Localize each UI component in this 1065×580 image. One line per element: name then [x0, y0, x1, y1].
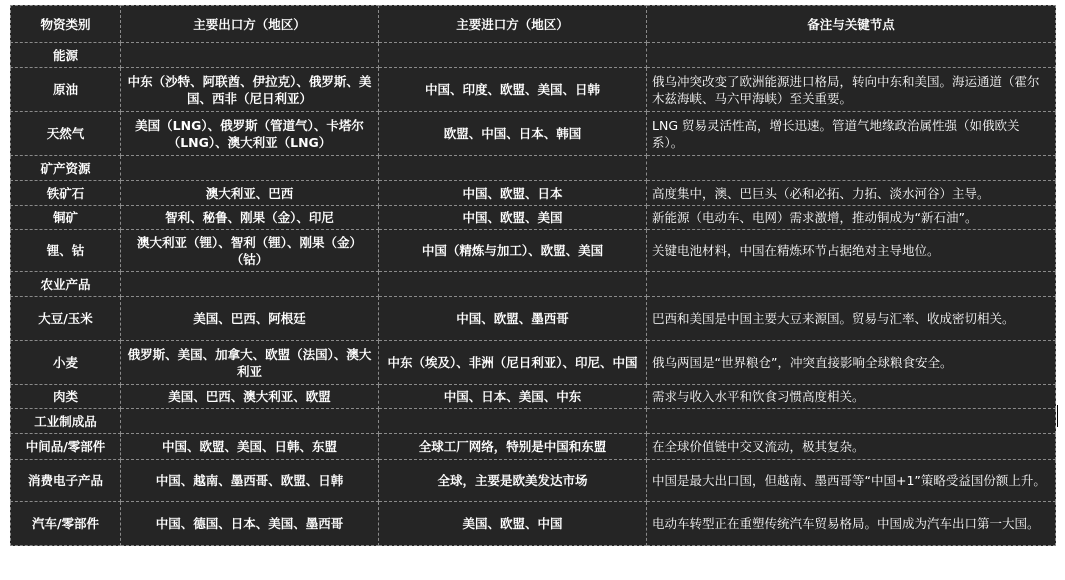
- row-importers[interactable]: 中东（埃及）、非洲（尼日利亚）、印尼、中国: [379, 341, 647, 385]
- row-notes[interactable]: 巴西和美国是中国主要大豆来源国。贸易与汇率、收成密切相关。: [647, 297, 1056, 341]
- row-exporters[interactable]: 俄罗斯、美国、加拿大、欧盟（法国）、澳大利亚: [121, 341, 379, 385]
- row-exporters[interactable]: 澳大利亚（锂）、智利（锂）、刚果（金）（钴）: [121, 230, 379, 272]
- section-label[interactable]: 农业产品: [11, 272, 121, 297]
- row-notes[interactable]: 俄乌两国是“世界粮仓”，冲突直接影响全球粮食安全。: [647, 341, 1056, 385]
- row-importers[interactable]: 欧盟、中国、日本、韩国: [379, 112, 647, 156]
- row-exporters[interactable]: 中国、欧盟、美国、日韩、东盟: [121, 434, 379, 460]
- row-category[interactable]: 天然气: [11, 112, 121, 156]
- row-notes[interactable]: 高度集中，澳、巴巨头（必和必拓、力拓、淡水河谷）主导。: [647, 181, 1056, 206]
- row-category[interactable]: 大豆/玉米: [11, 297, 121, 341]
- row-exporters[interactable]: 中国、越南、墨西哥、欧盟、日韩: [121, 460, 379, 502]
- row-exporters[interactable]: 美国、巴西、澳大利亚、欧盟: [121, 385, 379, 409]
- row-category[interactable]: 铁矿石: [11, 181, 121, 206]
- section-row-energy: [11, 43, 1056, 68]
- empty-cell[interactable]: [647, 43, 1056, 68]
- empty-cell[interactable]: [647, 156, 1056, 181]
- section-label[interactable]: 工业制成品: [11, 409, 121, 434]
- row-notes[interactable]: 电动车转型正在重塑传统汽车贸易格局。中国成为汽车出口第一大国。: [647, 502, 1056, 546]
- text-cursor-marker: [1057, 405, 1058, 427]
- row-exporters[interactable]: 中东（沙特、阿联酋、伊拉克）、俄罗斯、美国、西非（尼日利亚）: [121, 68, 379, 112]
- row-category[interactable]: 汽车/零部件: [11, 502, 121, 546]
- row-importers[interactable]: 全球工厂网络，特别是中国和东盟: [379, 434, 647, 460]
- row-exporters[interactable]: 智利、秘鲁、刚果（金）、印尼: [121, 206, 379, 230]
- empty-cell[interactable]: [121, 409, 379, 434]
- row-importers[interactable]: 中国、欧盟、日本: [379, 181, 647, 206]
- row-category[interactable]: 中间品/零部件: [11, 434, 121, 460]
- table-row-copper: [11, 206, 1056, 230]
- row-importers[interactable]: 中国、欧盟、美国: [379, 206, 647, 230]
- row-importers[interactable]: 中国（精炼与加工）、欧盟、美国: [379, 230, 647, 272]
- row-notes[interactable]: 俄乌冲突改变了欧洲能源进口格局，转向中东和美国。海运通道（霍尔木兹海峡、马六甲海峡）至关重要。: [647, 68, 1056, 112]
- table-row-gas: [11, 112, 1056, 156]
- row-importers[interactable]: 中国、日本、美国、中东: [379, 385, 647, 409]
- section-label[interactable]: 矿产资源: [11, 156, 121, 181]
- row-category[interactable]: 消费电子产品: [11, 460, 121, 502]
- row-exporters[interactable]: 中国、德国、日本、美国、墨西哥: [121, 502, 379, 546]
- empty-cell[interactable]: [121, 43, 379, 68]
- header-importers[interactable]: 主要进口方（地区）: [379, 6, 647, 43]
- empty-cell[interactable]: [121, 156, 379, 181]
- row-notes[interactable]: 在全球价值链中交叉流动，极其复杂。: [647, 434, 1056, 460]
- section-row-agriculture: [11, 272, 1056, 297]
- empty-cell[interactable]: [379, 156, 647, 181]
- row-category[interactable]: 铜矿: [11, 206, 121, 230]
- row-exporters[interactable]: 美国（LNG）、俄罗斯（管道气）、卡塔尔（LNG）、澳大利亚（LNG）: [121, 112, 379, 156]
- row-exporters[interactable]: 澳大利亚、巴西: [121, 181, 379, 206]
- table-row-iron: [11, 181, 1056, 206]
- trade-table-container: [10, 5, 1055, 546]
- table-row-meat: [11, 385, 1056, 409]
- row-notes[interactable]: 需求与收入水平和饮食习惯高度相关。: [647, 385, 1056, 409]
- row-importers[interactable]: 美国、欧盟、中国: [379, 502, 647, 546]
- row-notes[interactable]: 关键电池材料，中国在精炼环节占据绝对主导地位。: [647, 230, 1056, 272]
- section-row-minerals: [11, 156, 1056, 181]
- table-row-intermediate-parts: [11, 434, 1056, 460]
- section-label[interactable]: 能源: [11, 43, 121, 68]
- empty-cell[interactable]: [379, 409, 647, 434]
- table-row-crude: [11, 68, 1056, 112]
- row-notes[interactable]: 新能源（电动车、电网）需求激增，推动铜成为“新石油”。: [647, 206, 1056, 230]
- table-row-consumer-electronics: [11, 460, 1056, 502]
- header-notes[interactable]: 备注与关键节点: [647, 6, 1056, 43]
- table-row-autos-parts: [11, 502, 1056, 546]
- table-row-soy-corn: [11, 297, 1056, 341]
- empty-cell[interactable]: [379, 43, 647, 68]
- commodity-trade-table: [10, 5, 1056, 546]
- row-category[interactable]: 锂、钴: [11, 230, 121, 272]
- row-notes[interactable]: 中国是最大出口国，但越南、墨西哥等“中国+1”策略受益国份额上升。: [647, 460, 1056, 502]
- header-category[interactable]: 物资类别: [11, 6, 121, 43]
- empty-cell[interactable]: [647, 409, 1056, 434]
- section-row-industrial: [11, 409, 1056, 434]
- row-exporters[interactable]: 美国、巴西、阿根廷: [121, 297, 379, 341]
- empty-cell[interactable]: [647, 272, 1056, 297]
- row-importers[interactable]: 中国、印度、欧盟、美国、日韩: [379, 68, 647, 112]
- row-notes[interactable]: LNG 贸易灵活性高，增长迅速。管道气地缘政治属性强（如俄欧关系）。: [647, 112, 1056, 156]
- row-category[interactable]: 小麦: [11, 341, 121, 385]
- row-importers[interactable]: 中国、欧盟、墨西哥: [379, 297, 647, 341]
- row-category[interactable]: 原油: [11, 68, 121, 112]
- empty-cell[interactable]: [121, 272, 379, 297]
- empty-cell[interactable]: [379, 272, 647, 297]
- table-row-wheat: [11, 341, 1056, 385]
- header-exporters[interactable]: 主要出口方（地区）: [121, 6, 379, 43]
- row-importers[interactable]: 全球，主要是欧美发达市场: [379, 460, 647, 502]
- table-header-row: [11, 6, 1056, 43]
- table-row-lithium-cobalt: [11, 230, 1056, 272]
- row-category[interactable]: 肉类: [11, 385, 121, 409]
